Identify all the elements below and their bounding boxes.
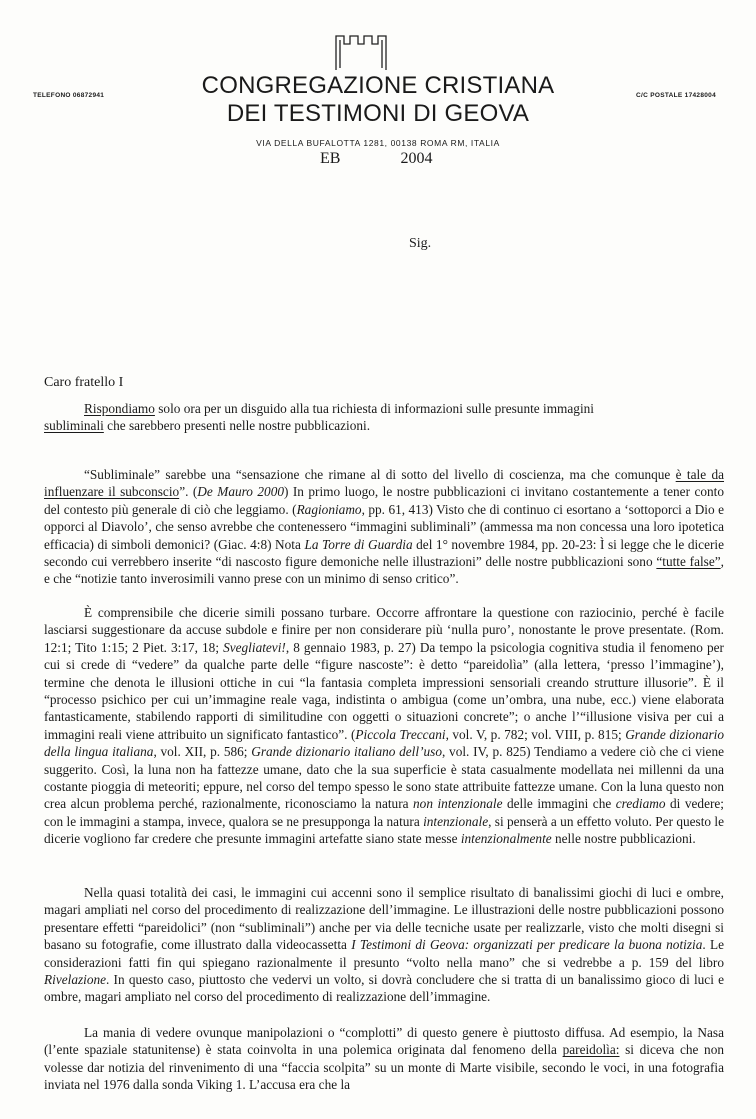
paragraph-text: è tale da influenzare il subconscio [44, 467, 725, 500]
paragraph-text: , e che “notizie tanto inverosimili vanno prese con un minimo di senso critico”. [44, 554, 724, 587]
paragraph-text: , 8 gennaio 1983, p. 27) Da tempo la psicologia cognitiva studia il fenomeno per cui si crede di “vedere” da qualche parte delle “figure nascoste”: è detto “pareidolìa” (alla lettera, ‘presso l’immagine’), termine che denota le illusioni ottiche in cui “la fantasia completa impressioni sensoriali creando strutture illusorie”. È il “processo psichico per cui un’immagine reale vaga, indistinta o ambigua (come un’ombra, una nube, ecc.) viene elaborata fantasticamente, stabilendo rapporti di similitudine con oggetti o situazioni concrete”; o anche l’“illusione visiva per cui a immagini reali viene attribuito un significato fantastico”. ( [44, 639, 724, 742]
paragraph-text: Ragioniamo [296, 501, 362, 517]
paragraph-text: La Torre di Guardia [304, 536, 413, 552]
organization-address: VIA DELLA BUFALOTTA 1281, 00138 ROMA RM, ITALIA [256, 138, 500, 148]
paragraph-text: . Le considerazioni fatti fin qui spiegano razionalmente il presunto “volto nella mano” che si vedrebbe a p. 159 del libro [44, 937, 724, 970]
greeting: Caro fratello I [44, 375, 124, 390]
paragraph-text: , vol. XII, p. 586; [153, 744, 252, 760]
reference-prefix: EB [320, 150, 341, 167]
paragraph-text: del 1° novembre 1984, pp. 20-23: Ì si legge che le dicerie secondo cui verrebbero inserite “di nascosto figure demoniche nelle illustrazioni” delle nostre pubblicazioni sono [44, 536, 725, 570]
intro-paragraph [44, 400, 724, 435]
body-paragraph-2 [44, 604, 724, 848]
paragraph-text: Grande dizionario della lingua italiana [44, 726, 725, 760]
intro-text: Rispondiamo [84, 401, 155, 416]
letter-reference [320, 150, 432, 168]
intro-text: subliminali [44, 418, 104, 434]
watchtower-icon [330, 32, 394, 72]
paragraph-text: si diceva che non volesse dar notizia del rinvenimento di una “faccia scolpita” su un monte di Marte visibile, secondo le voci, in una fotografia inviata nel 1976 dalla sonda Viking 1. L’accusa era che la [44, 1042, 724, 1093]
paragraph-text: di vedere; con le immagini a stampa, invece, qualora se ne presupponga la natura [44, 796, 724, 829]
paragraph-text: intenzionalmente [460, 831, 552, 847]
body-paragraph-1 [44, 466, 724, 588]
paragraph-text: ) In primo luogo, le nostre pubblicazioni ci invitano costantemente a tener conto del contesto più generale di ciò che leggiamo. ( [44, 484, 724, 517]
body-paragraph-3 [44, 884, 724, 1006]
paragraph-text: delle immagini che [502, 796, 616, 812]
paragraph-text: “Subliminale” sarebbe una “sensazione che rimane al di sotto del livello di coscienza, ma che comunque [84, 467, 676, 482]
paragraph-text: La mania di vedere ovunque manipolazioni o “complotti” di questo genere è piuttosto diffusa. Ad esempio, la Nasa (l’ente spaziale statunitense) è stata coinvolta in una polemica originata dal fenomeno della [44, 1025, 724, 1058]
recipient-salutation: Sig. [409, 236, 432, 251]
paragraph-text: Svegliatevi! [223, 639, 286, 655]
paragraph-text: , vol. IV, p. 825) Tendiamo a vedere ciò che ci viene suggerito. Così, la luna non ha fattezze umane, dato che la sua superficie è stata casualmente modellata nei millenni da una costante pioggia di meteoriti; eppure, nel corso del tempo spesso le sono state attribuite fattezze umane. Con la luna questo non crea alcun problema perché, razionalmente, riconosciamo la natura [44, 744, 725, 812]
paragraph-text: Grande dizionario italiano dell’uso [251, 744, 442, 760]
paragraph-text: De Mauro 2000 [197, 484, 284, 500]
paragraph-text: . In questo caso, piuttosto che vedervi un volto, si dovrà concludere che si tratta di un banalissimo gioco di luci e ombre, magari ampliato nel corso del procedimento di realizzazione dell’immagine. [44, 972, 724, 1005]
paragraph-text: non intenzionale [413, 796, 503, 812]
body-paragraph-4 [44, 1024, 724, 1094]
paragraph-text: Nella quasi totalità dei casi, le immagini cui accenni sono il semplice risultato di banalissimi giochi di luci e ombre, magari ampliati nel corso del procedimento di realizzazione dell’immagine. Le illustrazioni delle nostre pubblicazioni possono presentare effetti “pareidolici” (non “subliminali”) anche per via delle tecniche usate per realizzarle, visto che molti disegni si basano su fotografie, come illustrato dalla videocassetta [44, 885, 724, 953]
paragraph-text: crediamo [615, 796, 666, 812]
reference-year: 2004 [400, 150, 433, 167]
paragraph-text: Piccola Treccani [355, 726, 446, 742]
paragraph-text: ”. ( [179, 484, 198, 500]
organization-name-line2: DEI TESTIMONI DI GEOVA [226, 100, 530, 127]
postal-account: C/C POSTALE 17428004 [636, 92, 716, 99]
intro-text: solo ora per un disguido alla tua richiesta di informazioni sulle presunte immagini [154, 401, 594, 416]
paragraph-text: nelle nostre pubblicazioni. [551, 831, 696, 847]
paragraph-text: È comprensibile che dicerie simili possano turbare. Occorre affrontare la questione con raziocinio, perché è facile lasciarsi suggestionare da accuse subdole e finire per non considerare più ‘nulla puro’, nonostante le prove presentate. (Rom. 12:1; Tito 1:15; 2 Piet. 3:17, 18; [44, 605, 724, 655]
paragraph-text: “tutte false” [656, 554, 721, 570]
phone-number: TELEFONO 06872941 [33, 92, 105, 99]
paragraph-text: , pp. 61, 413) Visto che di continuo ci esortano a ‘sottoporci a Dio e opporci al Diavolo’, che senso avrebbe che contenessero “immagini subliminali” (ammessa ma non concessa una loro ipotetica efficacia) di simboli demonici? (Giac. 4:8) Nota [44, 501, 724, 552]
paragraph-text: , si penserà a un effetto voluto. Per questo le dicerie vogliono far credere che presunte immagini artefatte siano state messe [44, 813, 725, 847]
intro-text: che sarebbero presenti nelle nostre pubblicazioni. [103, 418, 371, 434]
paragraph-text: I Testimoni di Geova: organizzati per predicare la buona notizia [351, 937, 703, 953]
paragraph-text: , vol. V, p. 782; vol. VIII, p. 815; [445, 726, 626, 742]
paragraph-text: intenzionale [423, 813, 489, 829]
organization-name-line1: CONGREGAZIONE CRISTIANA [201, 72, 555, 99]
paragraph-text: pareidolìa: [562, 1042, 620, 1058]
paragraph-text: Rivelazione [44, 972, 107, 988]
